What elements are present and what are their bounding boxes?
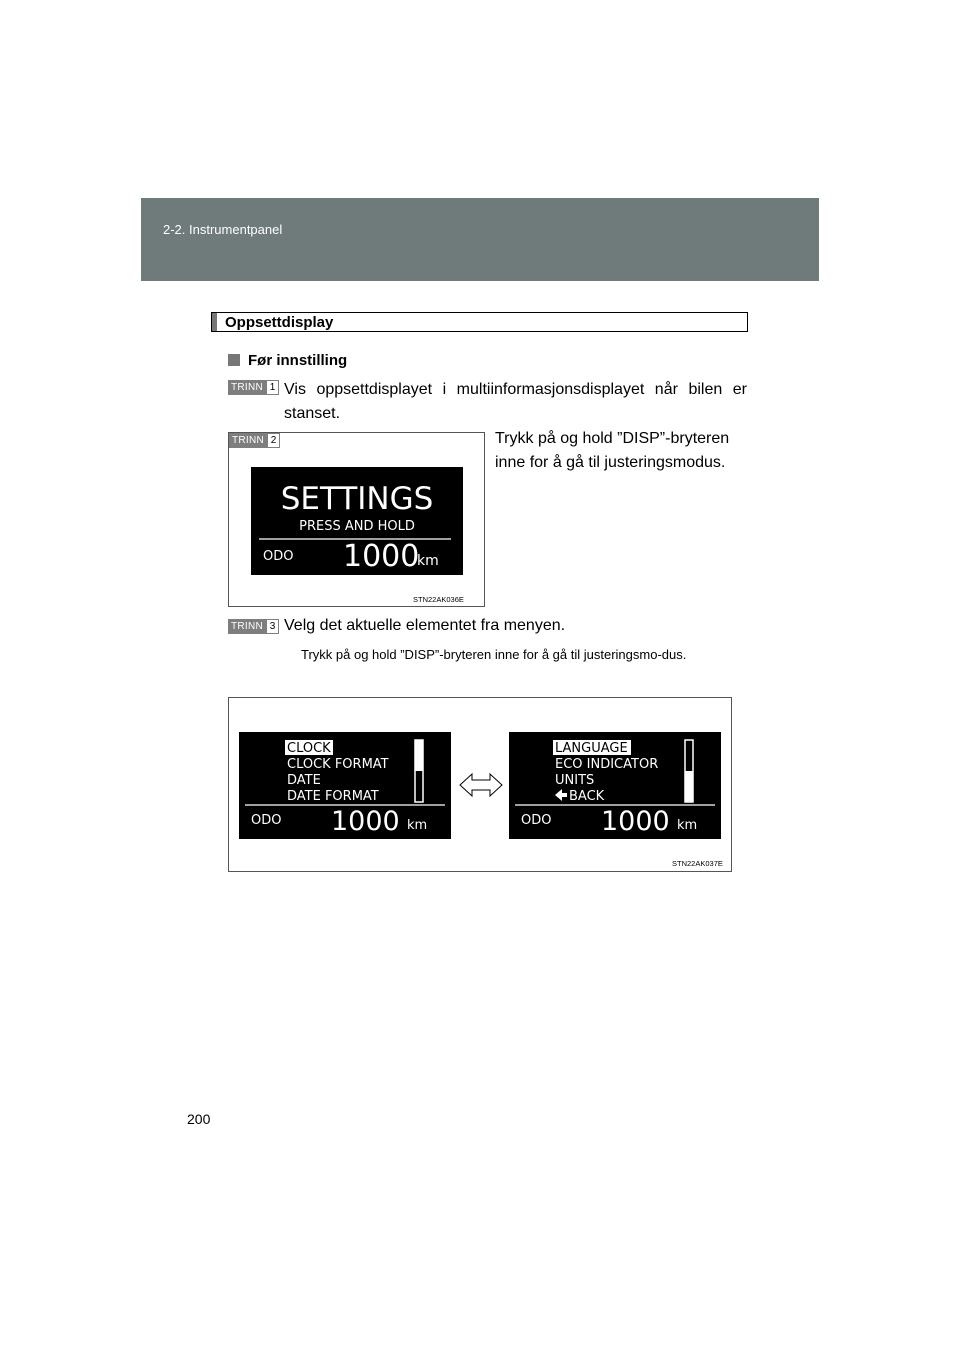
step-number: 2 — [267, 433, 280, 448]
menu-item: DATE — [287, 773, 321, 788]
odo-unit: km — [407, 818, 428, 833]
menu-item: UNITS — [555, 773, 595, 788]
step-badge-3 — [228, 619, 279, 634]
menu-lcd-screen-right — [509, 732, 721, 839]
menu-item: ECO INDICATOR — [555, 757, 659, 772]
menu-item-selected: LANGUAGE — [555, 741, 628, 756]
figure-menu-displays — [228, 697, 732, 872]
double-arrow-icon — [459, 772, 503, 798]
menu-lcd-screen-left — [239, 732, 451, 839]
menu-item-selected: CLOCK — [287, 741, 331, 756]
menu-item: DATE FORMAT — [287, 789, 379, 804]
figure-code: STN22AK036E — [413, 595, 464, 604]
subheading-text: Før innstilling — [248, 352, 348, 369]
page-number: 200 — [187, 1111, 211, 1127]
lcd-title: SETTINGS — [280, 481, 434, 517]
figure-code: STN22AK037E — [672, 859, 723, 868]
menu-item: BACK — [569, 789, 605, 804]
section-heading: Oppsettdisplay — [225, 314, 334, 331]
subheading — [228, 352, 347, 369]
lcd-subtitle: PRESS AND HOLD — [299, 519, 415, 534]
heading-bar — [212, 313, 217, 331]
step-3-note: Trykk på og hold ”DISP”-bryteren inne for å gå til justeringsmo-dus. — [301, 647, 687, 662]
section-heading-box — [211, 312, 748, 332]
menu-item: CLOCK FORMAT — [287, 757, 389, 772]
odo-value: 1000 — [331, 806, 400, 837]
step-1-text: Vis oppsettdisplayet i multiinformasjonsdisplayet når bilen er stanset. — [284, 381, 747, 422]
step-badge-2 — [229, 433, 280, 448]
step-3-text: Velg det aktuelle elementet fra menyen. — [284, 617, 566, 634]
step-number: 3 — [266, 619, 279, 634]
square-bullet-icon — [228, 354, 240, 366]
settings-lcd-screen — [251, 467, 463, 575]
odo-label: ODO — [251, 813, 282, 828]
odo-label: ODO — [521, 813, 552, 828]
odo-value: 1000 — [343, 539, 420, 574]
step-label: TRINN — [229, 433, 267, 448]
figure-settings-display — [228, 432, 485, 607]
step-label: TRINN — [228, 619, 266, 634]
odo-value: 1000 — [601, 806, 670, 837]
odo-unit: km — [417, 553, 439, 569]
step-label: TRINN — [228, 380, 266, 395]
step-number: 1 — [266, 380, 279, 395]
step-2-text: Trykk på og hold ”DISP”-bryteren inne for å gå til justeringsmodus. — [495, 430, 730, 471]
section-title: 2-2. Instrumentpanel — [163, 222, 283, 237]
odo-label: ODO — [263, 549, 294, 564]
page-header — [141, 198, 819, 281]
odo-unit: km — [677, 818, 698, 833]
step-badge-1 — [228, 380, 279, 395]
